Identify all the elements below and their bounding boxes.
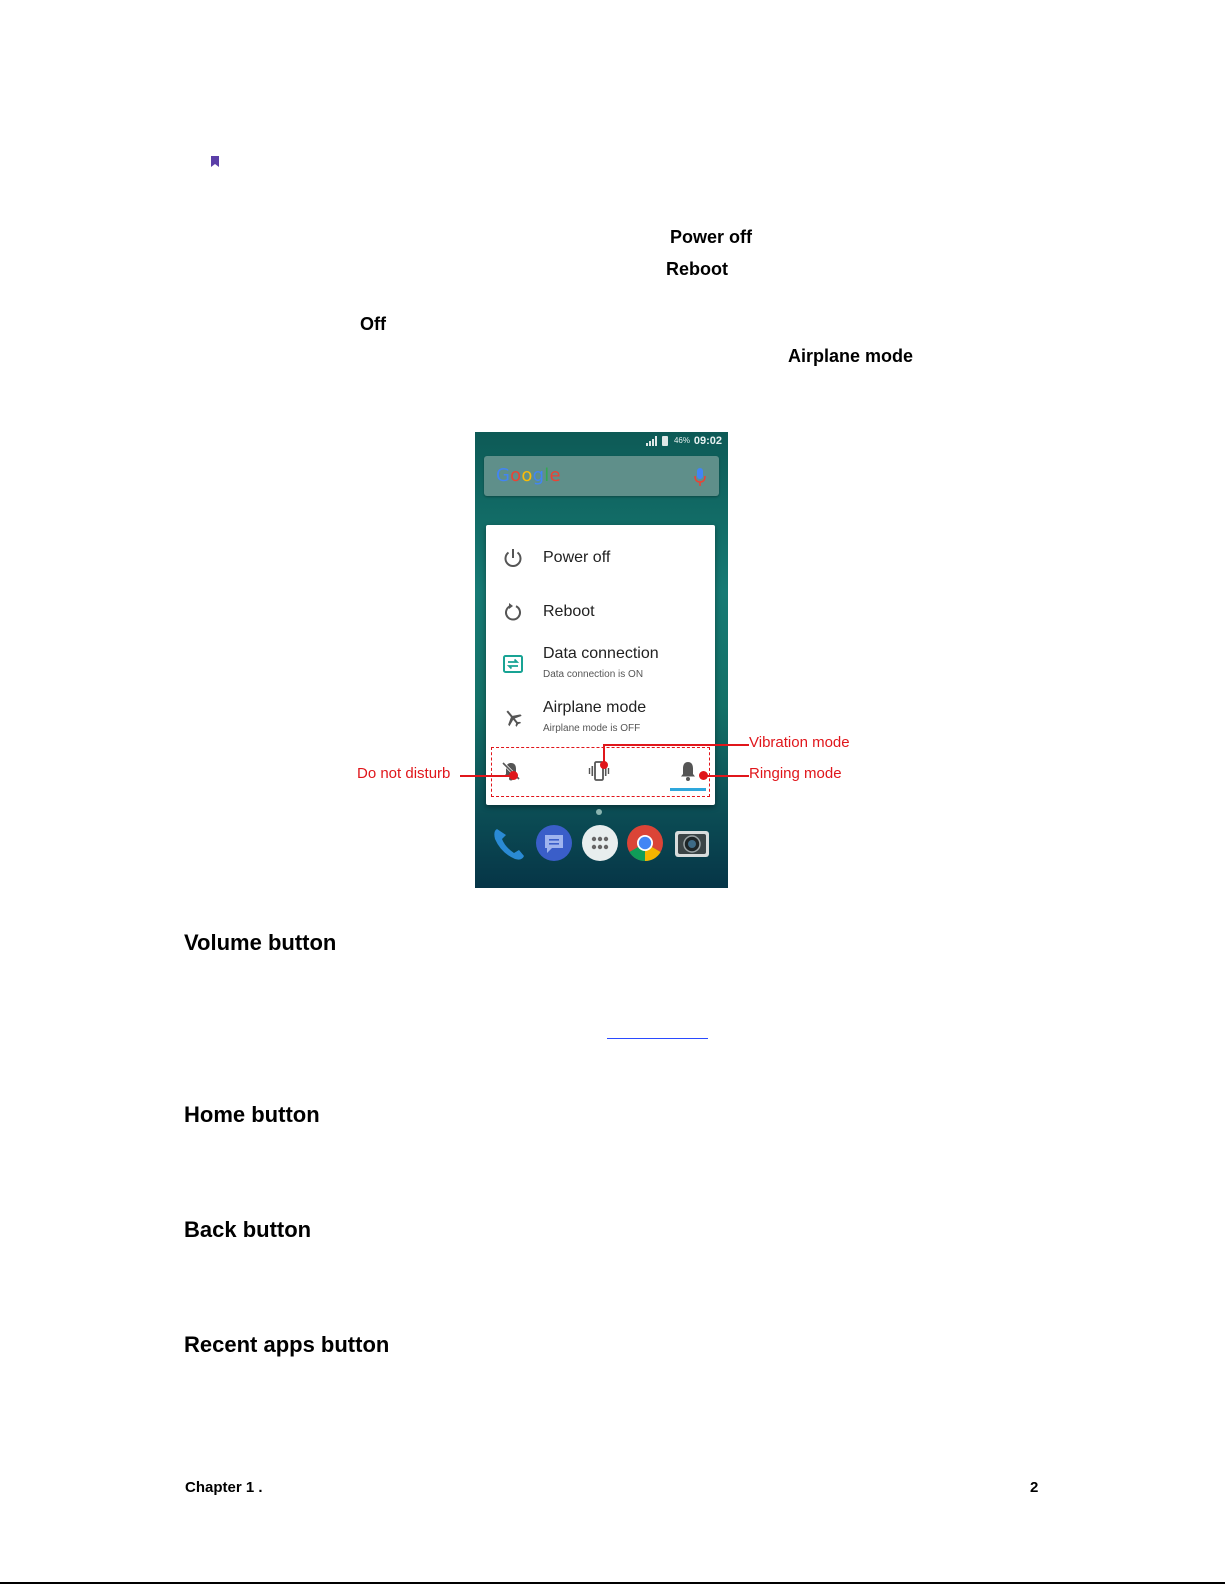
reboot-item[interactable]: [486, 589, 715, 635]
data-connection-status: Data connection is ON: [543, 669, 644, 680]
vibration-mode-annotation: Vibration mode: [749, 734, 850, 751]
data-connection-item[interactable]: [486, 643, 715, 689]
intro-airplane-mode-label: Airplane mode: [788, 346, 914, 366]
battery-percent: 46%: [673, 436, 690, 445]
ringing-mode-pointer-dot: [699, 771, 708, 780]
status-bar: [475, 432, 728, 450]
app-drawer-icon[interactable]: [580, 823, 620, 863]
reboot-label: Reboot: [543, 603, 595, 620]
recent-apps-button-heading: Recent apps button: [184, 1332, 390, 1357]
page-indicator-dot: [596, 809, 602, 815]
ringing-mode-leader-line: [701, 775, 749, 777]
intro-off-label: Off: [360, 314, 386, 334]
footer-chapter: Chapter 1 .: [185, 1479, 263, 1496]
data-connection-icon: [502, 653, 524, 675]
ringing-mode-annotation: Ringing mode: [749, 765, 842, 782]
vibration-mode-pointer-dot: [600, 761, 608, 769]
phone-app-icon[interactable]: [489, 823, 529, 863]
do-not-disturb-pointer-dot: [509, 771, 518, 780]
bell-icon[interactable]: [677, 760, 699, 782]
battery-icon: [662, 436, 668, 446]
bookmark-icon: [211, 156, 219, 167]
chrome-app-icon[interactable]: [625, 823, 665, 863]
airplane-mode-item[interactable]: [486, 697, 715, 743]
airplane-icon: [502, 707, 524, 729]
page-bottom-rule: [0, 1582, 1225, 1584]
mic-icon[interactable]: [693, 468, 707, 486]
ringing-mode-selected-indicator: [670, 788, 706, 791]
volume-button-heading: Volume button: [184, 930, 337, 955]
airplane-mode-label: Airplane mode: [543, 699, 647, 716]
phone-screenshot: [475, 432, 728, 888]
intro-power-off-label: Power off: [670, 227, 753, 247]
footer-page-number: 2: [1030, 1479, 1039, 1496]
do-not-disturb-annotation: Do not disturb: [357, 765, 451, 782]
google-logo: Google: [496, 465, 561, 486]
back-button-heading: Back button: [184, 1217, 312, 1242]
airplane-mode-status: Airplane mode is OFF: [543, 723, 641, 734]
reboot-icon: [502, 601, 524, 623]
power-off-label: Power off: [543, 549, 611, 566]
do-not-disturb-leader-line: [460, 775, 513, 777]
data-connection-label: Data connection: [543, 645, 659, 662]
messaging-app-icon[interactable]: [534, 823, 574, 863]
home-button-heading: Home button: [184, 1102, 320, 1127]
vibration-mode-leader-line: [604, 744, 749, 746]
signal-icon: [646, 435, 660, 446]
intro-reboot-label: Reboot: [666, 259, 728, 279]
power-icon: [502, 547, 524, 569]
google-search-bar[interactable]: [484, 456, 719, 496]
power-off-item[interactable]: [486, 535, 715, 581]
status-time: 09:02: [693, 435, 722, 447]
link-underline[interactable]: [607, 1038, 708, 1039]
camera-app-icon[interactable]: [672, 823, 712, 863]
